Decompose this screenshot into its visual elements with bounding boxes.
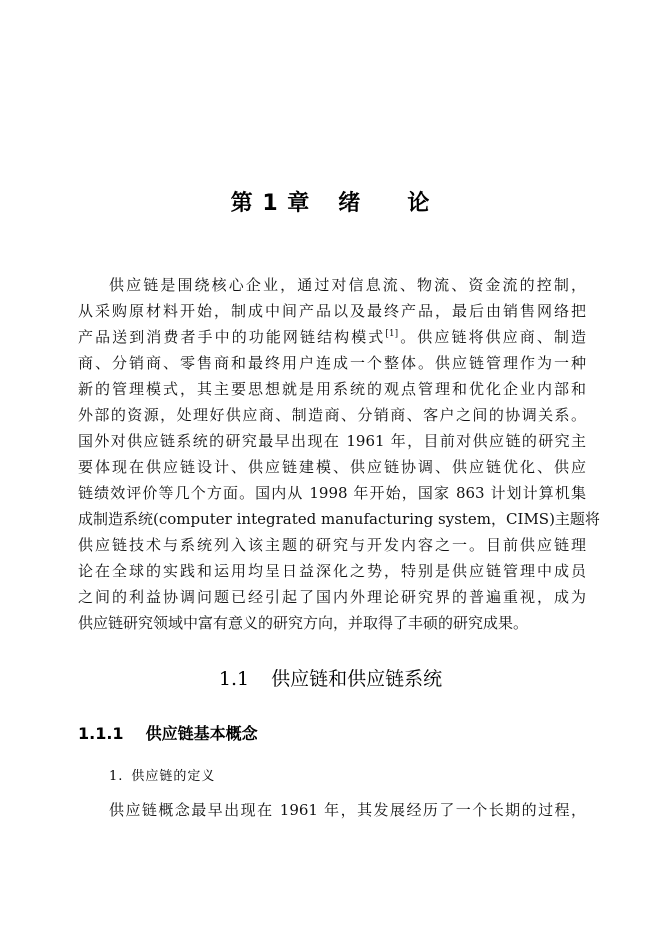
paragraph-line: 要体现在供应链设计、供应链建模、供应链协调、供应链优化、供应 xyxy=(78,458,586,476)
list-item-title: 供应链的定义 xyxy=(131,769,216,784)
paragraph-line-tail: 。供应链将供应商、制造 xyxy=(398,328,586,346)
chapter-title-part-1: 绪 xyxy=(338,191,362,216)
chapter-title-part-2: 论 xyxy=(407,191,431,216)
paragraph-line-with-citation xyxy=(78,324,586,350)
section-heading xyxy=(0,664,661,691)
paragraph-line: 链绩效评价等几个方面。国内从 1998 年开始，国家 863 计划计算机集 xyxy=(78,484,586,502)
chapter-heading xyxy=(0,186,661,217)
paragraph-line: 供应链是围绕核心企业，通过对信息流、物流、资金流的控制， xyxy=(109,276,586,294)
paragraph-line: 国外对供应链系统的研究最早出现在 1961 年，目前对供应链的研究主 xyxy=(78,432,586,450)
paragraph-line: 商、分销商、零售商和最终用户连成一个整体。供应链管理作为一种 xyxy=(78,354,586,372)
paragraph-line: 供应链概念最早出现在 1961 年，其发展经历了一个长期的过程， xyxy=(109,801,586,819)
paragraph-line: 新的管理模式，其主要思想就是用系统的观点管理和优化企业内部和 xyxy=(78,380,586,398)
paragraph-line: 论在全球的实践和运用均呈日益深化之势，特别是供应链管理中成员 xyxy=(78,562,586,580)
chapter-number: 第 1 章 xyxy=(230,191,311,216)
closing-paragraph xyxy=(78,797,586,823)
list-item-number: 1. xyxy=(109,769,124,784)
section-title: 供应链和供应链系统 xyxy=(271,668,443,690)
subsection-number: 1.1.1 xyxy=(78,724,124,743)
section-number: 1.1 xyxy=(218,668,250,690)
citation-marker: [1] xyxy=(385,329,399,339)
subsection-title: 供应链基本概念 xyxy=(145,724,258,743)
paragraph-line: 供应链技术与系统列入该主题的研究与开发内容之一。目前供应链理 xyxy=(78,536,586,554)
intro-paragraph xyxy=(78,272,600,636)
paragraph-line: 外部的资源，处理好供应商、制造商、分销商、客户之间的协调关系。 xyxy=(78,406,586,424)
subsection-heading xyxy=(78,721,258,744)
paragraph-line-head: 产品送到消费者手中的功能网链结构模式 xyxy=(78,328,386,346)
paragraph-line: 之间的利益协调问题已经引起了国内外理论研究界的普遍重视，成为 xyxy=(78,588,586,606)
paragraph-line: 成制造系统(computer integrated manufacturing system，CIMS)主题将 xyxy=(78,510,600,528)
paragraph-line: 供应链研究领域中富有意义的研究方向，并取得了丰硕的研究成果。 xyxy=(78,614,529,632)
list-item-heading xyxy=(109,765,215,784)
paragraph-line: 从采购原材料开始，制成中间产品以及最终产品，最后由销售网络把 xyxy=(78,302,586,320)
